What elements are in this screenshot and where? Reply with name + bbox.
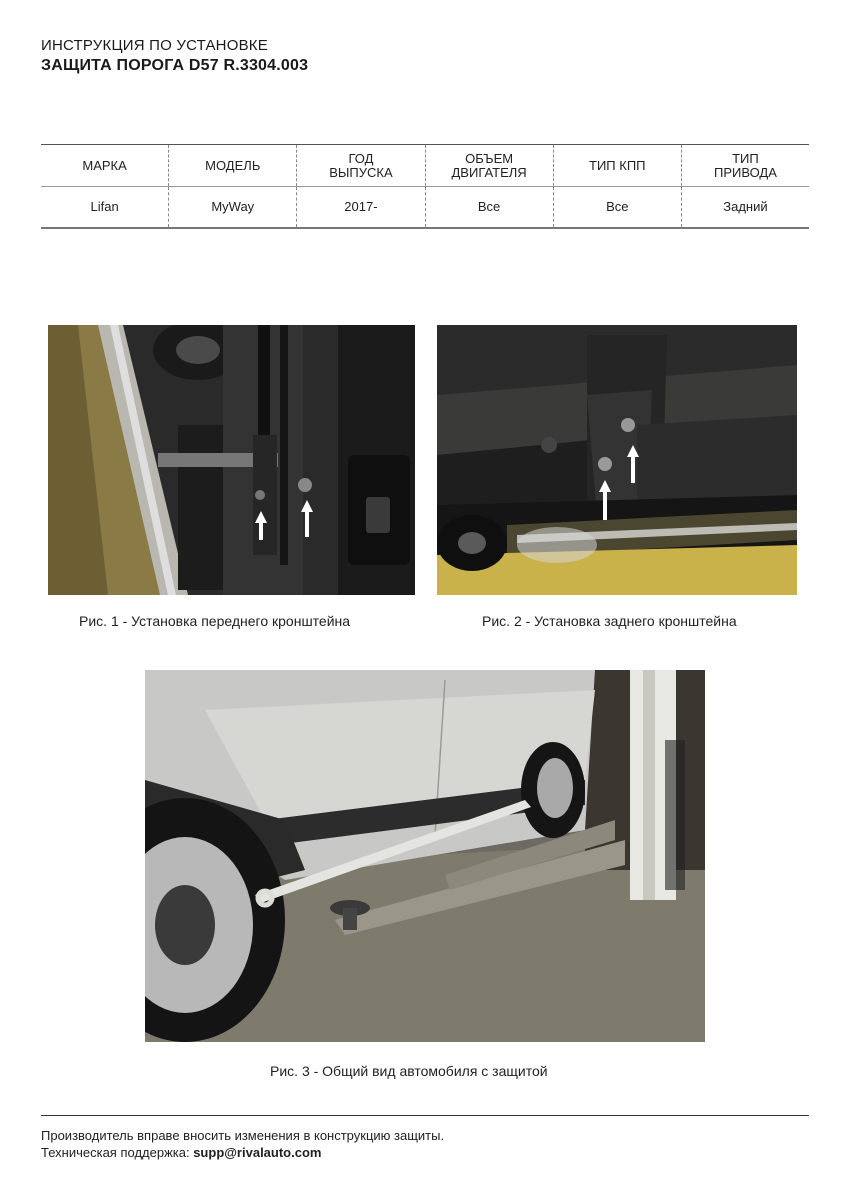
support-label: Техническая поддержка: bbox=[41, 1145, 194, 1160]
manufacturer-note: Производитель вправе вносить изменения в конструкцию защиты. bbox=[41, 1128, 445, 1143]
footer-divider bbox=[41, 1115, 809, 1116]
header-text: МАРКА bbox=[82, 157, 127, 173]
header-text: ГОД ВЫПУСКА bbox=[329, 150, 393, 180]
figure-2-caption: Рис. 2 - Установка заднего кронштейна bbox=[482, 613, 737, 629]
value-gearbox: Все bbox=[553, 187, 681, 227]
header-brand bbox=[41, 145, 168, 186]
header-text: ОБЪЕМ ДВИГАТЕЛЯ bbox=[451, 150, 527, 180]
header-gearbox bbox=[553, 145, 681, 186]
header-text: ТИП ПРИВОДА bbox=[713, 150, 777, 180]
header-model bbox=[168, 145, 296, 186]
header-engine bbox=[425, 145, 553, 186]
table-rule bbox=[41, 227, 809, 229]
product-title: ЗАЩИТА ПОРОГА D57 R.3304.003 bbox=[41, 57, 309, 74]
value-year: 2017- bbox=[296, 187, 424, 227]
table-row bbox=[41, 187, 809, 227]
value-brand: Lifan bbox=[90, 199, 119, 214]
figure-2-photo bbox=[437, 325, 797, 595]
instruction-heading: ИНСТРУКЦИЯ ПО УСТАНОВКЕ bbox=[41, 37, 268, 54]
table-header-row bbox=[41, 145, 809, 186]
header-text: МОДЕЛЬ bbox=[205, 157, 261, 173]
figure-1-photo bbox=[48, 325, 415, 595]
spec-table bbox=[41, 144, 809, 229]
value-model: MyWay bbox=[168, 187, 296, 227]
value-drive: Задний bbox=[681, 187, 809, 227]
value-engine: Все bbox=[425, 187, 553, 227]
figure-3-photo bbox=[145, 670, 705, 1042]
header-drive bbox=[681, 145, 809, 186]
support-email-link[interactable]: supp@rivalauto.com bbox=[193, 1145, 322, 1160]
header-text: ТИП КПП bbox=[589, 157, 646, 173]
figure-1-caption: Рис. 1 - Установка переднего кронштейна bbox=[79, 613, 351, 629]
header-year bbox=[296, 145, 424, 186]
figure-3-caption: Рис. 3 - Общий вид автомобиля с защитой bbox=[270, 1063, 548, 1079]
support-line bbox=[41, 1145, 321, 1160]
